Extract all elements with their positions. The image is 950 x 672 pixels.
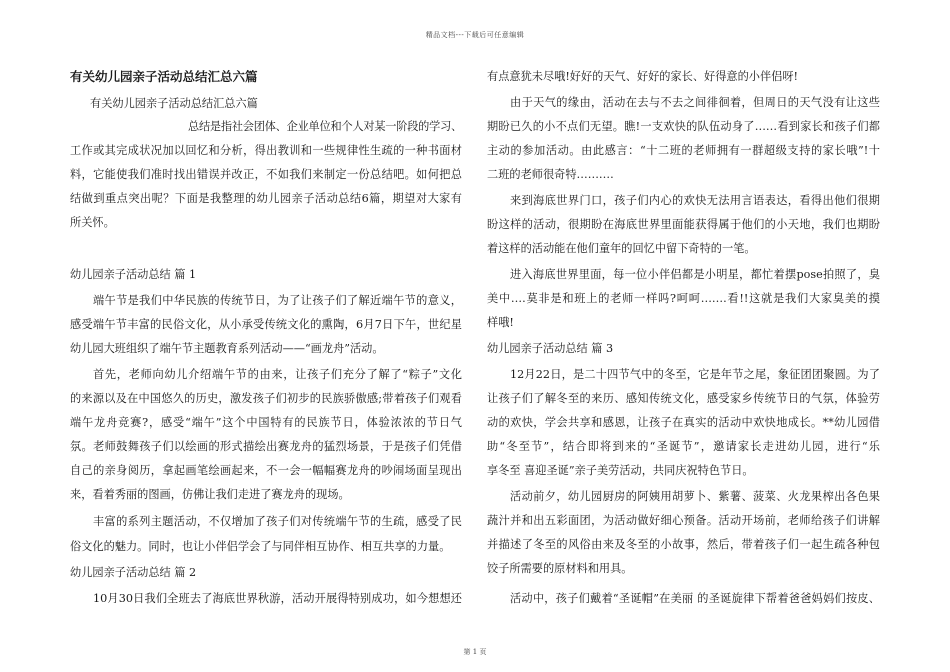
header-note: 精品文档---下载后可任意编辑 xyxy=(425,31,525,39)
paragraph-line: 着这样的活动能在他们童年的回忆中留下奇特的一笔。 xyxy=(487,242,756,255)
document-subtitle: 有关幼儿园亲子活动总结汇总六篇 xyxy=(90,97,258,110)
paragraph-line: 期盼已久的小不点们无望。瞧!一支欢快的队伍动身了……看到家长和孩子们都 xyxy=(487,120,880,133)
paragraph-line: 活动中，孩子们戴着“圣诞帽”在美丽 的圣诞旋律下帮着爸爸妈妈们按皮、 xyxy=(510,592,880,605)
intro-line: 总结是指社会团体、企业单位和个人对某一阶段的学习、 xyxy=(188,120,462,133)
paragraph-line: 自己的亲身阅历，拿起画笔绘画起来，不一会一幅幅赛龙舟的吵闹场面呈现出 xyxy=(70,464,462,477)
paragraph-line: 来，看着秀丽的图画，仿佛让我们走进了赛龙舟的现场。 xyxy=(70,488,350,501)
paragraph-line: 10月30日我们全班去了海底世界秋游，活动开展得特别成功，如今想想还 xyxy=(93,592,462,605)
section-heading: 幼儿园亲子活动总结 篇 3 xyxy=(487,342,614,355)
paragraph-line: 样哦! xyxy=(487,316,514,329)
paragraph-line: 端午节是我们中华民族的传统节日，为了让孩子们了解近端午节的意义， xyxy=(93,294,462,307)
intro-line: 料，它能使我们准时找出错误并改正，不如我们来制定一份总结吧。如何把总 xyxy=(70,168,462,181)
intro-line: 所关怀。 xyxy=(70,216,115,229)
section-heading: 幼儿园亲子活动总结 篇 1 xyxy=(70,268,197,281)
paragraph-line: 感受端午节丰富的民俗文化，从小承受传统文化的熏陶，6月7日下午，世纪星 xyxy=(70,318,462,331)
paragraph-line: 有点意犹未尽哦!好好的天气、好好的家长、好得意的小伴侣呀! xyxy=(487,70,799,83)
paragraph-line: 助“冬至节”，结合即将到来的“圣诞节”，邀请家长走进幼儿园，进行“乐 xyxy=(487,440,880,453)
paragraph-line: 主动的参加活动。由此感言：“十二班的老师拥有一群超级支持的家长哦”!十 xyxy=(487,144,880,157)
paragraph-line: 首先，老师向幼儿介绍端午节的由来，让孩子们充分了解了“粽子”文化 xyxy=(93,368,462,381)
section-heading: 幼儿园亲子活动总结 篇 2 xyxy=(70,566,197,579)
page-number: 第 1 页 xyxy=(463,648,487,656)
paragraph-line: 饺子所需要的原材料和用具。 xyxy=(487,562,633,575)
paragraph-line: 来到海底世界门口，孩子们内心的欢快无法用言语表达，看得出他们很期 xyxy=(510,194,880,207)
paragraph-line: 美中….莫非是和班上的老师一样吗?呵呵…….看!!这就是我们大家臭美的摸 xyxy=(487,292,880,305)
paragraph-line: 俗文化的魅力。同时，也让小伴侣学会了与同伴相互协作、相互共享的力量。 xyxy=(70,540,451,553)
paragraph-line: 享冬至 喜迎圣诞”亲子美劳活动，共同庆祝特色节日。 xyxy=(487,464,754,477)
intro-line: 工作或其完成状况加以回忆和分析，得出教训和一些规律性生疏的一种书面材 xyxy=(70,144,462,157)
document-title: 有关幼儿园亲子活动总结汇总六篇 xyxy=(70,69,258,84)
paragraph-line: 氛。老师鼓舞孩子们以绘画的形式描绘出赛龙舟的猛烈场景，于是孩子们凭借 xyxy=(70,440,462,453)
paragraph-line: 二班的老师很奇特………. xyxy=(487,168,614,181)
paragraph-line: 由于天气的缘由，活动在去与不去之间徘徊着，但周日的天气没有让这些 xyxy=(510,96,880,109)
intro-line: 结做到重点突出呢？下面是我整理的幼儿园亲子活动总结6篇，期望对大家有 xyxy=(70,192,462,205)
paragraph-line: 蔬汁并和出五彩面团，为活动做好细心预备。活动开场前，老师给孩子们讲解 xyxy=(487,514,880,527)
paragraph-line: 并描述了冬至的风俗由来及冬至的小故事，然后，带着孩子们一起生疏各种包 xyxy=(487,538,880,551)
paragraph-line: 丰富的系列主题活动，不仅增加了孩子们对传统端午节的生疏，感受了民 xyxy=(93,515,462,528)
paragraph-line: 活动前夕，幼儿园厨房的阿姨用胡萝卜、紫薯、菠菜、火龙果榨出各色果 xyxy=(510,490,880,503)
paragraph-line: 端午龙舟竞赛?，感受“端午”这个中国特有的民族节日，体验浓浓的节日气 xyxy=(70,416,462,429)
paragraph-line: 的来源以及在中国悠久的历史，激发孩子们初步的民族骄傲感;带着孩子们观看 xyxy=(70,392,462,405)
paragraph-line: 幼儿园大班组织了端午节主题教育系列活动——“画龙舟”活动。 xyxy=(70,342,384,355)
paragraph-line: 进入海底世界里面，每一位小伴侣都是小明星，都忙着摆pose拍照了，臭 xyxy=(510,268,880,281)
paragraph-line: 盼这样的活动，很期盼在海底世界里面能获得属于他们的小天地，我们也期盼 xyxy=(487,218,880,231)
paragraph-line: 12月22日，是二十四节气中的冬至，它是年节之尾，象征团团聚圆。为了 xyxy=(510,368,880,381)
paragraph-line: 动的欢快，学会共享和感恩，让孩子在真实的活动中欢快地成长。**幼儿园借 xyxy=(487,416,880,429)
paragraph-line: 让孩子们了解冬至的来历、感知传统文化，感受家乡传统节日的气氛，体验劳 xyxy=(487,392,880,405)
